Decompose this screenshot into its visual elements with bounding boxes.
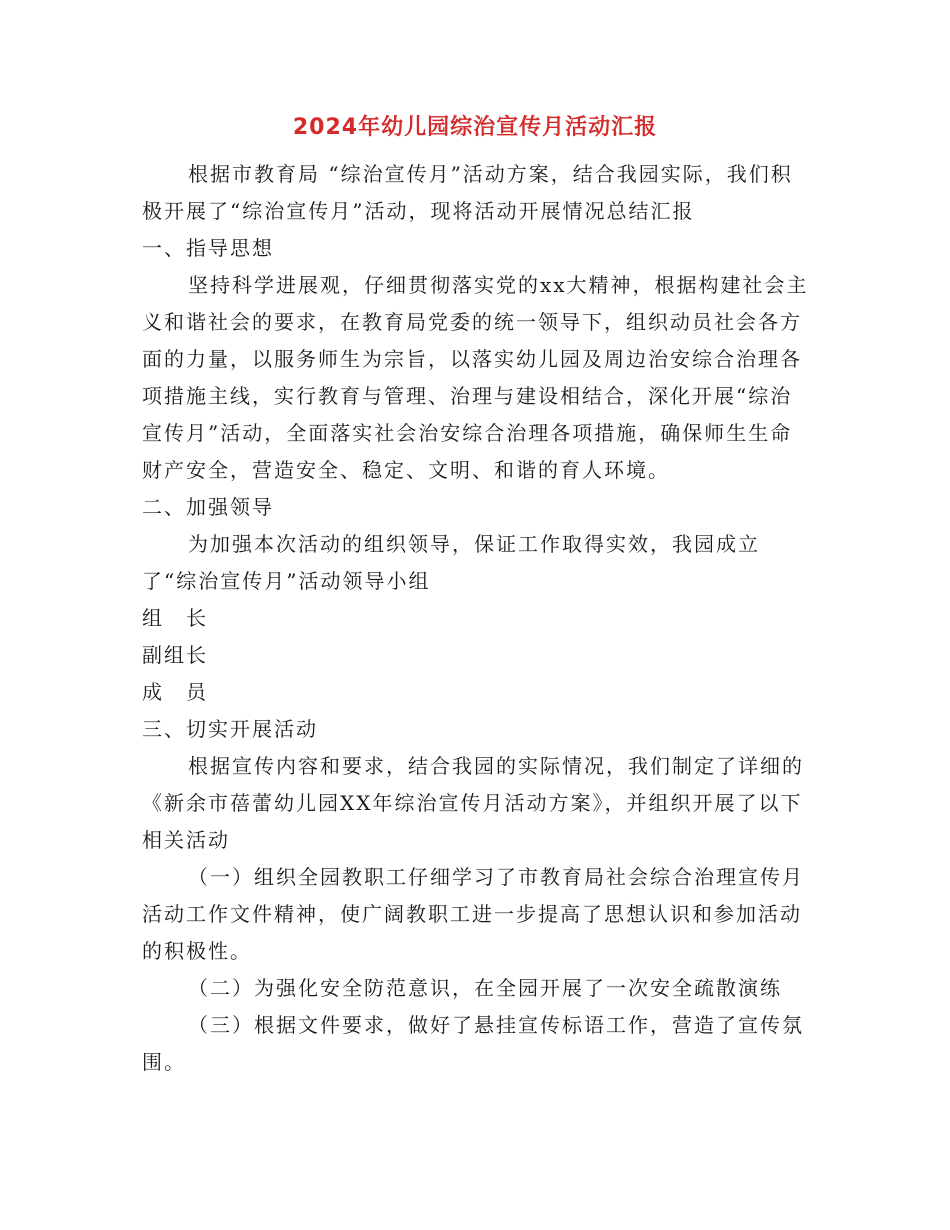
section-paragraph-guiding-ideology: 坚持科学进展观，仔细贯彻落实党的xx大精神，根据构建社会主义和谐社会的要求，在教育局党委的统一领导下，组织动员社会各方面的力量，以服务师生为宗旨，以落实幼儿园及周边治安综合治理各项措施主线，实行教育与管理、治理与建设相结合，深化开展“综治宣传月”活动，全面落实社会治安综合治理各项措施，确保师生生命财产安全，营造安全、稳定、文明、和谐的育人环境。 — [142, 273, 809, 482]
document-body — [142, 156, 812, 1081]
role-deputy-leader: 副组长 — [142, 643, 208, 667]
activity-item-1: （一）组织全园教职工仔细学习了市教育局社会综合治理宣传月活动工作文件精神，使广阔教职工进一步提高了思想认识和参加活动的积极性。 — [142, 865, 804, 963]
intro-paragraph: 根据市教育局 “综治宣传月”活动方案，结合我园实际，我们积极开展了“综治宣传月”活动，现将活动开展情况总结汇报 — [142, 162, 793, 223]
section-heading-leadership: 二、加强领导 — [142, 495, 274, 519]
role-member: 成 员 — [142, 680, 208, 704]
document-title: 2024年幼儿园综治宣传月活动汇报 — [292, 115, 658, 140]
role-leader: 组 长 — [142, 606, 208, 630]
section-heading-activities: 三、切实开展活动 — [142, 717, 318, 741]
section-paragraph-leadership: 为加强本次活动的组织领导，保证工作取得实效，我园成立了“综治宣传月”活动领导小组 — [142, 532, 760, 593]
section-paragraph-activities: 根据宣传内容和要求，结合我园的实际情况，我们制定了详细的《新余市蓓蕾幼儿园XX年综治宣传月活动方案》，并组织开展了以下相关活动 — [142, 754, 804, 852]
activity-item-3: （三）根据文件要求，做好了悬挂宣传标语工作，营造了宣传氛围。 — [142, 1013, 804, 1074]
section-heading-guiding-ideology: 一、指导思想 — [142, 236, 274, 260]
activity-item-2: （二）为强化安全防范意识，在全园开展了一次安全疏散演练 — [188, 976, 782, 1000]
